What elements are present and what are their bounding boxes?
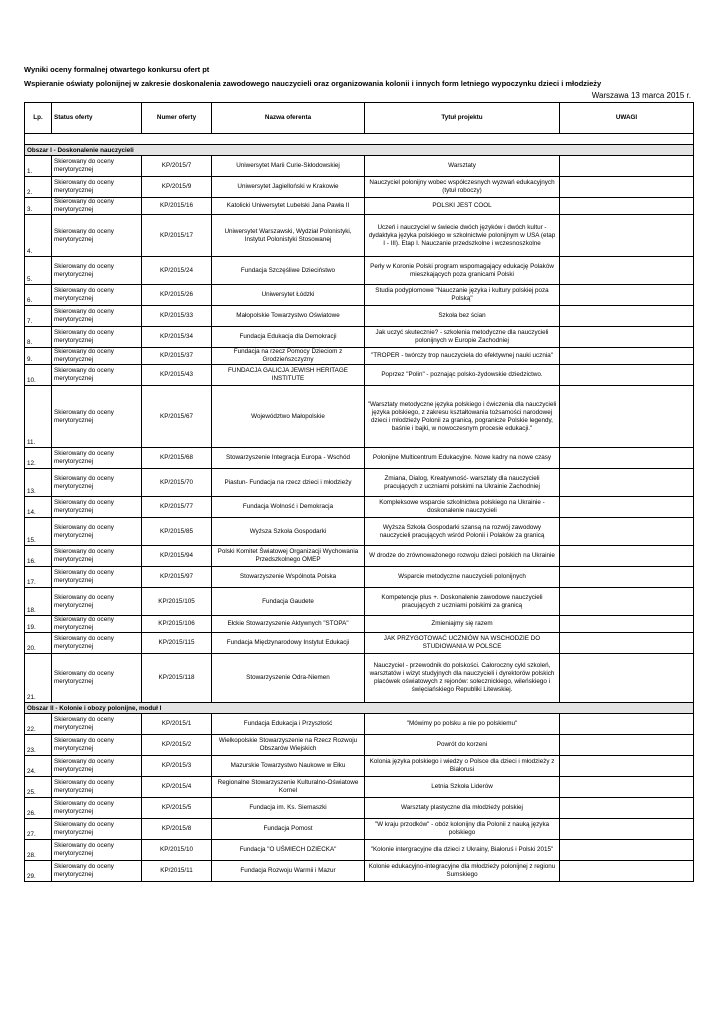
document-subtitle: Wspieranie oświaty polonijnej w zakresie doskonalenia zawodowego nauczycieli oraz organizowania kolonii i innych form letniego wypoczynku dzieci i młodzieży	[24, 79, 602, 88]
remarks	[560, 840, 694, 861]
offerer-name: Uniwersytet Jagielloński w Krakowie	[212, 177, 365, 198]
table-row	[25, 156, 694, 177]
offer-number: KP/2015/1	[142, 714, 212, 735]
offer-number: KP/2015/85	[142, 518, 212, 546]
row-number: 6.	[25, 285, 52, 306]
table-row	[25, 735, 694, 756]
table-row	[25, 198, 694, 215]
project-title: Nauczyciel - przewodnik do polskości. Całoroczny cykl szkoleń, warsztatów i wizyt studyjnych dla nauczycieli i dyrektorów polskich placówek oświatowych z rejonów: solecznickiego, wileńskiego i święciańskiego Republiki Litewskiej.	[365, 654, 560, 703]
offer-status: Skierowany do oceny merytorycznej	[52, 285, 142, 306]
table-row	[25, 386, 694, 448]
remarks	[560, 756, 694, 777]
offer-number: KP/2015/37	[142, 348, 212, 365]
column-header-title: Tytuł projektu	[365, 103, 560, 134]
table-row	[25, 306, 694, 327]
offer-status: Skierowany do oceny merytorycznej	[52, 386, 142, 448]
offer-status: Skierowany do oceny merytorycznej	[52, 840, 142, 861]
offer-status: Skierowany do oceny merytorycznej	[52, 714, 142, 735]
offer-status: Skierowany do oceny merytorycznej	[52, 448, 142, 469]
column-header-lp: Lp.	[25, 103, 52, 134]
table-row	[25, 518, 694, 546]
row-number: 13.	[25, 469, 52, 497]
document-title: Wyniki oceny formalnej otwartego konkursu ofert pt	[24, 65, 210, 74]
offer-number: KP/2015/3	[142, 756, 212, 777]
offerer-name: Wyższa Szkoła Gospodarki	[212, 518, 365, 546]
project-title: Powrót do korzeni	[365, 735, 560, 756]
row-number: 23.	[25, 735, 52, 756]
offer-number: KP/2015/115	[142, 633, 212, 654]
document-date: Warszawa 13 marca 2015 r.	[591, 91, 691, 100]
row-number: 1.	[25, 156, 52, 177]
results-table	[24, 102, 694, 882]
project-title: "Kolonie intergracyjne dla dzieci z Ukrainy, Białoruś i Polski 2015"	[365, 840, 560, 861]
offerer-name: Fundacja Gaudete	[212, 588, 365, 616]
row-number: 5.	[25, 257, 52, 285]
row-number: 10.	[25, 365, 52, 386]
column-header-remarks: UWAGI	[560, 103, 694, 134]
table-row	[25, 497, 694, 518]
offerer-name: Regionalne Stowarzyszenie Kulturalno-Oświatowe Kornel	[212, 777, 365, 798]
row-number: 19.	[25, 616, 52, 633]
row-number: 4.	[25, 215, 52, 257]
offerer-name: Piastun- Fundacja na rzecz dzieci i młodzieży	[212, 469, 365, 497]
row-number: 12.	[25, 448, 52, 469]
offerer-name: Uniwersytet Marii Curie-Skłodowskiej	[212, 156, 365, 177]
project-title: Polonijne Multicentrum Edukacyjne. Nowe kadry na nowe czasy	[365, 448, 560, 469]
table-body	[25, 134, 694, 882]
offer-number: KP/2015/2	[142, 735, 212, 756]
offerer-name: Fundacja Edukacja i Przyszłość	[212, 714, 365, 735]
offer-status: Skierowany do oceny merytorycznej	[52, 518, 142, 546]
row-number: 20.	[25, 633, 52, 654]
offer-number: KP/2015/26	[142, 285, 212, 306]
offerer-name: Województwo Małopolskie	[212, 386, 365, 448]
offerer-name: Katolicki Uniwersytet Lubelski Jana Pawła II	[212, 198, 365, 215]
offer-status: Skierowany do oceny merytorycznej	[52, 497, 142, 518]
offer-status: Skierowany do oceny merytorycznej	[52, 198, 142, 215]
remarks	[560, 633, 694, 654]
offer-number: KP/2015/77	[142, 497, 212, 518]
offer-number: KP/2015/11	[142, 861, 212, 882]
remarks	[560, 567, 694, 588]
project-title: "TROPER - twórczy trop nauczyciela do efektywnej nauki ucznia"	[365, 348, 560, 365]
table-row	[25, 633, 694, 654]
column-header-status: Status oferty	[52, 103, 142, 134]
offer-number: KP/2015/5	[142, 798, 212, 819]
project-title: Kolonie edukacyjno-integracyjne dla młodzieży polonijnej z regionu Sumskiego	[365, 861, 560, 882]
table-row	[25, 327, 694, 348]
offerer-name: Fundacja im. Ks. Siemaszki	[212, 798, 365, 819]
remarks	[560, 306, 694, 327]
row-number: 11.	[25, 386, 52, 448]
project-title: Wyższa Szkoła Gospodarki szansą na rozwój zawodowy nauczycieli pracujących wśród Polonii i Polaków za granicą	[365, 518, 560, 546]
offer-status: Skierowany do oceny merytorycznej	[52, 861, 142, 882]
offer-number: KP/2015/94	[142, 546, 212, 567]
offer-status: Skierowany do oceny merytorycznej	[52, 327, 142, 348]
offerer-name: Polski Komitet Światowej Organizacji Wychowania Przedszkolnego OMEP	[212, 546, 365, 567]
offer-status: Skierowany do oceny merytorycznej	[52, 546, 142, 567]
offerer-name: Wielkopolskie Stowarzyszenie na Rzecz Rozwoju Obszarów Wiejskich	[212, 735, 365, 756]
offerer-name: Małopolskie Towarzystwo Oświatowe	[212, 306, 365, 327]
row-number: 24.	[25, 756, 52, 777]
row-number: 27.	[25, 819, 52, 840]
offer-status: Skierowany do oceny merytorycznej	[52, 777, 142, 798]
offerer-name: Fundacja Międzynarodowy Instytut Edukacji	[212, 633, 365, 654]
remarks	[560, 588, 694, 616]
offer-number: KP/2015/33	[142, 306, 212, 327]
table-row	[25, 285, 694, 306]
column-header-number: Numer oferty	[142, 103, 212, 134]
offerer-name: Stowarzyszenie Integracja Europa - Wschód	[212, 448, 365, 469]
remarks	[560, 714, 694, 735]
remarks	[560, 177, 694, 198]
remarks	[560, 348, 694, 365]
row-number: 15.	[25, 518, 52, 546]
section-title: Obszar I - Doskonalenie nauczycieli	[25, 145, 694, 156]
offer-number: KP/2015/68	[142, 448, 212, 469]
offer-number: KP/2015/67	[142, 386, 212, 448]
project-title: JAK PRZYGOTOWAĆ UCZNIÓW NA WSCHODZIE DO STUDIOWANIA W POLSCE	[365, 633, 560, 654]
table-row	[25, 616, 694, 633]
row-number: 29.	[25, 861, 52, 882]
spacer-cell	[25, 134, 694, 145]
offer-number: KP/2015/97	[142, 567, 212, 588]
remarks	[560, 257, 694, 285]
offerer-name: Fundacja na rzecz Pomocy Dzieciom z Grodzieńszczyzny	[212, 348, 365, 365]
remarks	[560, 198, 694, 215]
offer-status: Skierowany do oceny merytorycznej	[52, 616, 142, 633]
offer-status: Skierowany do oceny merytorycznej	[52, 257, 142, 285]
offer-number: KP/2015/106	[142, 616, 212, 633]
offer-status: Skierowany do oceny merytorycznej	[52, 177, 142, 198]
offer-status: Skierowany do oceny merytorycznej	[52, 156, 142, 177]
table-row	[25, 819, 694, 840]
offer-number: KP/2015/24	[142, 257, 212, 285]
offer-number: KP/2015/16	[142, 198, 212, 215]
project-title: Kompetencje plus +. Doskonalenie zawodowe nauczycieli pracujących z uczniami polskimi za granicą	[365, 588, 560, 616]
offer-status: Skierowany do oceny merytorycznej	[52, 588, 142, 616]
row-number: 18.	[25, 588, 52, 616]
table-row	[25, 777, 694, 798]
table-row	[25, 448, 694, 469]
project-title: Perły w Koronie Polski program wspomagający edukację Polaków mieszkających poza granicami Polski	[365, 257, 560, 285]
offer-status: Skierowany do oceny merytorycznej	[52, 798, 142, 819]
project-title: "W kraju przodków" - obóz kolonijny dla Polonii z nauką języka polskiego	[365, 819, 560, 840]
row-number: 16.	[25, 546, 52, 567]
row-number: 7.	[25, 306, 52, 327]
section-title: Obszar II - Kolonie i obozy polonijne, moduł I	[25, 703, 694, 714]
remarks	[560, 518, 694, 546]
offerer-name: Stowarzyszenie Odra-Niemen	[212, 654, 365, 703]
project-title: Poprzez "Polin" - poznając polsko-żydowskie dziedzictwo.	[365, 365, 560, 386]
row-number: 26.	[25, 798, 52, 819]
remarks	[560, 156, 694, 177]
project-title: W drodze do zrównoważonego rozwoju dzieci polskich na Ukrainie	[365, 546, 560, 567]
table-row	[25, 861, 694, 882]
table-row	[25, 756, 694, 777]
project-title: Zmieniajmy się razem	[365, 616, 560, 633]
offerer-name: Fundacja Pomost	[212, 819, 365, 840]
table-row	[25, 654, 694, 703]
offer-status: Skierowany do oceny merytorycznej	[52, 819, 142, 840]
table-row	[25, 840, 694, 861]
remarks	[560, 327, 694, 348]
remarks	[560, 616, 694, 633]
table-row	[25, 714, 694, 735]
offerer-name: Fundacja Wolność i Demokracja	[212, 497, 365, 518]
project-title: Szkoła bez ścian	[365, 306, 560, 327]
offerer-name: Mazurskie Towarzystwo Naukowe w Ełku	[212, 756, 365, 777]
table-row	[25, 567, 694, 588]
offer-status: Skierowany do oceny merytorycznej	[52, 306, 142, 327]
project-title: Kolonia języka polskiego i wiedzy o Polsce dla dzieci i młodzieży z Białorusi	[365, 756, 560, 777]
remarks	[560, 798, 694, 819]
project-title: Kompleksowe wsparcie szkolnictwa polskiego na Ukrainie - doskonalenie nauczycieli	[365, 497, 560, 518]
offerer-name: FUNDACJA GALICJA JEWISH HERITAGE INSTITUTE	[212, 365, 365, 386]
remarks	[560, 469, 694, 497]
offerer-name: Fundacja "O UŚMIECH DZIECKA"	[212, 840, 365, 861]
offer-number: KP/2015/9	[142, 177, 212, 198]
offer-number: KP/2015/4	[142, 777, 212, 798]
remarks	[560, 285, 694, 306]
remarks	[560, 546, 694, 567]
offer-status: Skierowany do oceny merytorycznej	[52, 469, 142, 497]
offerer-name: Fundacja Szczęśliwe Dzieciństwo	[212, 257, 365, 285]
row-number: 8.	[25, 327, 52, 348]
section-row	[25, 145, 694, 156]
row-number: 17.	[25, 567, 52, 588]
offer-number: KP/2015/118	[142, 654, 212, 703]
spacer-row	[25, 134, 694, 145]
remarks	[560, 448, 694, 469]
offer-number: KP/2015/105	[142, 588, 212, 616]
row-number: 2.	[25, 177, 52, 198]
offer-status: Skierowany do oceny merytorycznej	[52, 365, 142, 386]
table-row	[25, 365, 694, 386]
table-row	[25, 348, 694, 365]
offer-number: KP/2015/10	[142, 840, 212, 861]
offer-number: KP/2015/17	[142, 215, 212, 257]
table-row	[25, 257, 694, 285]
row-number: 25.	[25, 777, 52, 798]
offer-number: KP/2015/34	[142, 327, 212, 348]
offer-status: Skierowany do oceny merytorycznej	[52, 756, 142, 777]
table-row	[25, 177, 694, 198]
offer-number: KP/2015/43	[142, 365, 212, 386]
offerer-name: Ełckie Stowarzyszenie Aktywnych "STOPA"	[212, 616, 365, 633]
row-number: 3.	[25, 198, 52, 215]
offerer-name: Fundacja Rozwoju Warmii i Mazur	[212, 861, 365, 882]
project-title: Jak uczyć skutecznie? - szkolenia metodyczne dla nauczycieli polonijnych w Europie Zachodniej	[365, 327, 560, 348]
remarks	[560, 365, 694, 386]
row-number: 28.	[25, 840, 52, 861]
table-row	[25, 215, 694, 257]
project-title: Nauczyciel polonijny wobec współczesnych wyzwań edukacyjnych (tytuł roboczy)	[365, 177, 560, 198]
project-title: "Warsztaty metodyczne języka polskiego i ćwiczenia dla nauczycieli języka polskiego, z zakresu kształtowania tożsamości narodowej dzieci i młodzieży Polonii za granicą, pogranicze Polskie legendy, baśnie i bajki, w nowoczesnym procesie edukacji."	[365, 386, 560, 448]
offerer-name: Fundacja Edukacja dla Demokracji	[212, 327, 365, 348]
project-title: Letnia Szkoła Liderów	[365, 777, 560, 798]
offer-status: Skierowany do oceny merytorycznej	[52, 215, 142, 257]
offer-status: Skierowany do oceny merytorycznej	[52, 348, 142, 365]
section-row	[25, 703, 694, 714]
project-title: Warsztaty	[365, 156, 560, 177]
remarks	[560, 861, 694, 882]
remarks	[560, 777, 694, 798]
project-title: "Mówimy po polsku a nie po polskiemu"	[365, 714, 560, 735]
offer-number: KP/2015/70	[142, 469, 212, 497]
remarks	[560, 819, 694, 840]
row-number: 21.	[25, 654, 52, 703]
project-title: Wsparcie metodyczne nauczycieli polonijnych	[365, 567, 560, 588]
project-title: Warsztaty plastyczne dla młodzieży polskiej	[365, 798, 560, 819]
project-title: Uczeń i nauczyciel w świecie dwóch języków i dwóch kultur - dydaktyka języka polskiego w szkolnictwie polonijnym w USA (etap I - III). Etap I. Nauczanie przedszkolne i wczesnoszkolne	[365, 215, 560, 257]
remarks	[560, 497, 694, 518]
table-row	[25, 469, 694, 497]
remarks	[560, 735, 694, 756]
offer-status: Skierowany do oceny merytorycznej	[52, 654, 142, 703]
offerer-name: Uniwersytet Łódzki	[212, 285, 365, 306]
table-row	[25, 798, 694, 819]
table-row	[25, 588, 694, 616]
remarks	[560, 654, 694, 703]
offer-status: Skierowany do oceny merytorycznej	[52, 567, 142, 588]
remarks	[560, 386, 694, 448]
offer-status: Skierowany do oceny merytorycznej	[52, 633, 142, 654]
offerer-name: Stowarzyszenie Wspólnota Polska	[212, 567, 365, 588]
table-row	[25, 546, 694, 567]
project-title: POLSKI JEST COOL	[365, 198, 560, 215]
offer-number: KP/2015/7	[142, 156, 212, 177]
remarks	[560, 215, 694, 257]
row-number: 14.	[25, 497, 52, 518]
offer-number: KP/2015/8	[142, 819, 212, 840]
offerer-name: Uniwersytet Warszawski, Wydział Polonistyki, Instytut Polonistyki Stosowanej	[212, 215, 365, 257]
offer-status: Skierowany do oceny merytorycznej	[52, 735, 142, 756]
project-title: Studia podyplomowe "Nauczanie języka i kultury polskiej poza Polską"	[365, 285, 560, 306]
row-number: 9.	[25, 348, 52, 365]
project-title: Zmiana, Dialog, Kreatywność- warsztaty dla nauczycieli pracujących z uczniami polskimi na Ukrainie Zachodniej	[365, 469, 560, 497]
row-number: 22.	[25, 714, 52, 735]
column-header-name: Nazwa oferenta	[212, 103, 365, 134]
